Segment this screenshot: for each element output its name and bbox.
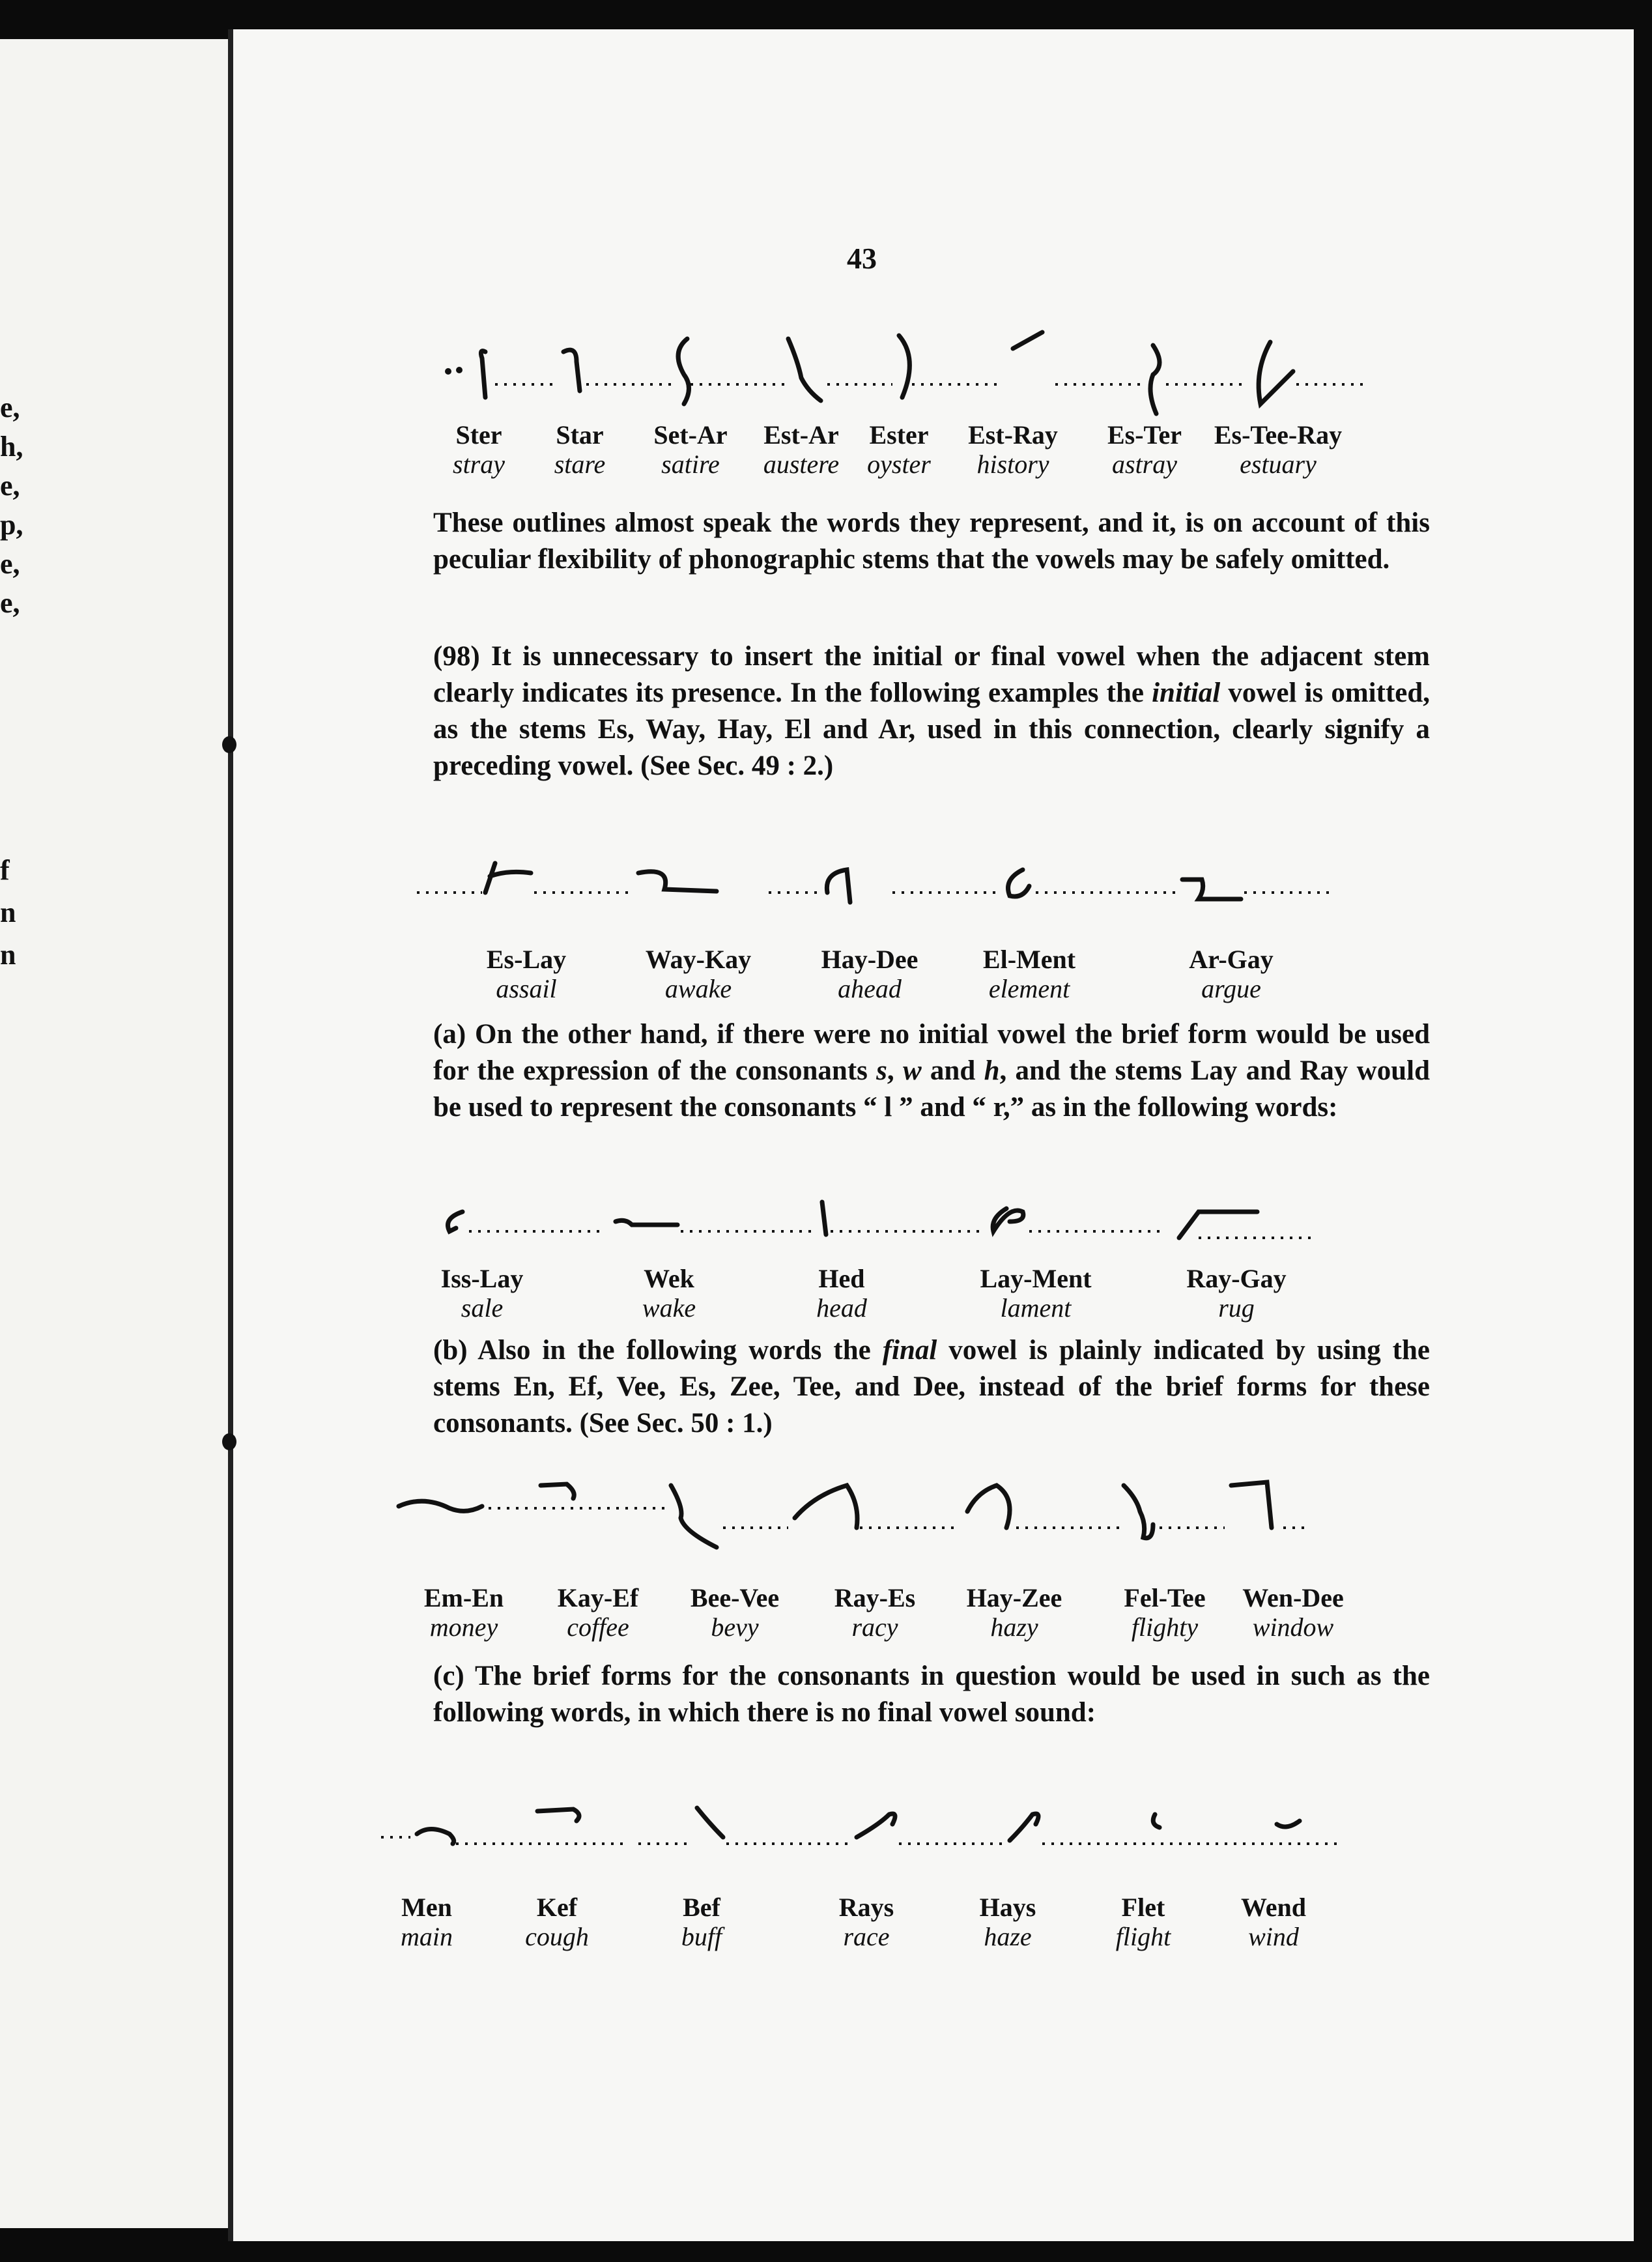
left-page-fragment: e,	[0, 587, 20, 619]
outline-label: Ray-Gay rug	[1186, 1264, 1287, 1323]
shorthand-outlines	[0, 1466, 1652, 1570]
shorthand-outlines	[0, 1182, 1652, 1261]
outline-label: Wek wake	[642, 1264, 696, 1323]
page-number: 43	[847, 242, 877, 275]
paragraph: (a) On the other hand, if there were no initial vowel the brief form would be used for the expression of the consonants s, w and h, and the stems Lay and Ray would be used to represent the consonants “ l ” and “ r,” as in the following words:	[433, 1019, 1430, 1123]
paragraph: (98) It is unnecessary to insert the initial or final vowel when the adjacent stem clearly indicates its presence. In the following examples the initial vowel is omitted, as the stems Es, Way, Hay, El and Ar, used in this connection, clearly signify a preceding vowel. (See Sec. 49 : 2.)	[433, 641, 1431, 781]
shorthand-outline-row	[0, 1182, 1652, 1261]
shorthand-outline-row	[0, 1466, 1652, 1570]
outline-label: Hay-Dee ahead	[821, 945, 919, 1003]
shorthand-outlines	[0, 313, 1652, 423]
outline-label: Hay-Zee hazy	[966, 1583, 1062, 1642]
binding-mark	[222, 736, 236, 753]
outline-label: Wen-Dee window	[1242, 1583, 1344, 1642]
outline-label: Fel-Tee flighty	[1124, 1583, 1206, 1642]
binding-mark	[222, 1433, 236, 1450]
outline-label: Rays race	[838, 1893, 894, 1951]
outline-label: Set-Ar satire	[653, 420, 728, 479]
paragraph: These outlines almost speak the words they represent, and it, is on account of this peculiar flexibility of phonographic stems that the vowels may be safely omitted.	[433, 508, 1430, 575]
left-page-fragment: n	[0, 896, 16, 928]
left-page-fragment: f	[0, 854, 10, 886]
outline-label: Hays haze	[979, 1893, 1036, 1951]
outline-label: Est-Ray history	[968, 420, 1058, 479]
left-page-fragment: e,	[0, 470, 20, 502]
shorthand-outlines	[0, 847, 1652, 932]
paragraph: (c) The brief forms for the consonants in question would be used in such as the following words, in which there is no final vowel sound:	[433, 1661, 1430, 1728]
left-page-fragment: e,	[0, 392, 20, 423]
left-page-fragment: n	[0, 939, 16, 971]
shorthand-outline-row	[0, 847, 1652, 932]
outline-label: Es-Ter astray	[1107, 420, 1182, 479]
outline-label: Hed head	[816, 1264, 867, 1323]
shorthand-outline-row	[0, 1788, 1652, 1867]
left-page-fragment: h,	[0, 431, 23, 463]
outline-label: Bee-Vee bevy	[690, 1583, 780, 1642]
outline-label: Wend wind	[1240, 1893, 1307, 1951]
outline-label: Ray-Es racy	[834, 1583, 916, 1642]
outline-label: Flet flight	[1115, 1893, 1171, 1951]
outline-label: Est-Ar austere	[763, 420, 840, 479]
outline-label: Lay-Ment lament	[980, 1264, 1092, 1323]
outline-label: Iss-Lay sale	[440, 1264, 524, 1323]
outline-label: Es-Tee-Ray estuary	[1214, 420, 1343, 479]
outline-label: Star stare	[554, 420, 606, 479]
outline-label: Em-En money	[423, 1583, 504, 1642]
outline-label: El-Ment element	[982, 945, 1076, 1003]
shorthand-outline-row	[0, 313, 1652, 423]
outline-label: Ar-Gay argue	[1189, 945, 1274, 1003]
left-page-fragment: e,	[0, 548, 20, 580]
paragraph: (b) Also in the following words the final vowel is plainly indicated by using the stems En, Ef, Vee, Es, Zee, Tee, and Dee, instead of the brief forms for these consonants. (See Sec. 50 : 1.)	[433, 1335, 1430, 1439]
outline-label: Ster stray	[453, 420, 505, 479]
outline-label: Ester oyster	[867, 420, 931, 479]
shorthand-outlines	[0, 1788, 1652, 1867]
outline-label: Men main	[401, 1893, 453, 1951]
outline-label: Bef buff	[681, 1893, 722, 1951]
outline-label: Way-Kay awake	[645, 945, 752, 1003]
outline-label: Kef cough	[525, 1893, 589, 1951]
outline-label: Kay-Ef coffee	[557, 1583, 639, 1642]
outline-label: Es-Lay assail	[486, 945, 567, 1003]
left-page-fragment: p,	[0, 509, 23, 541]
